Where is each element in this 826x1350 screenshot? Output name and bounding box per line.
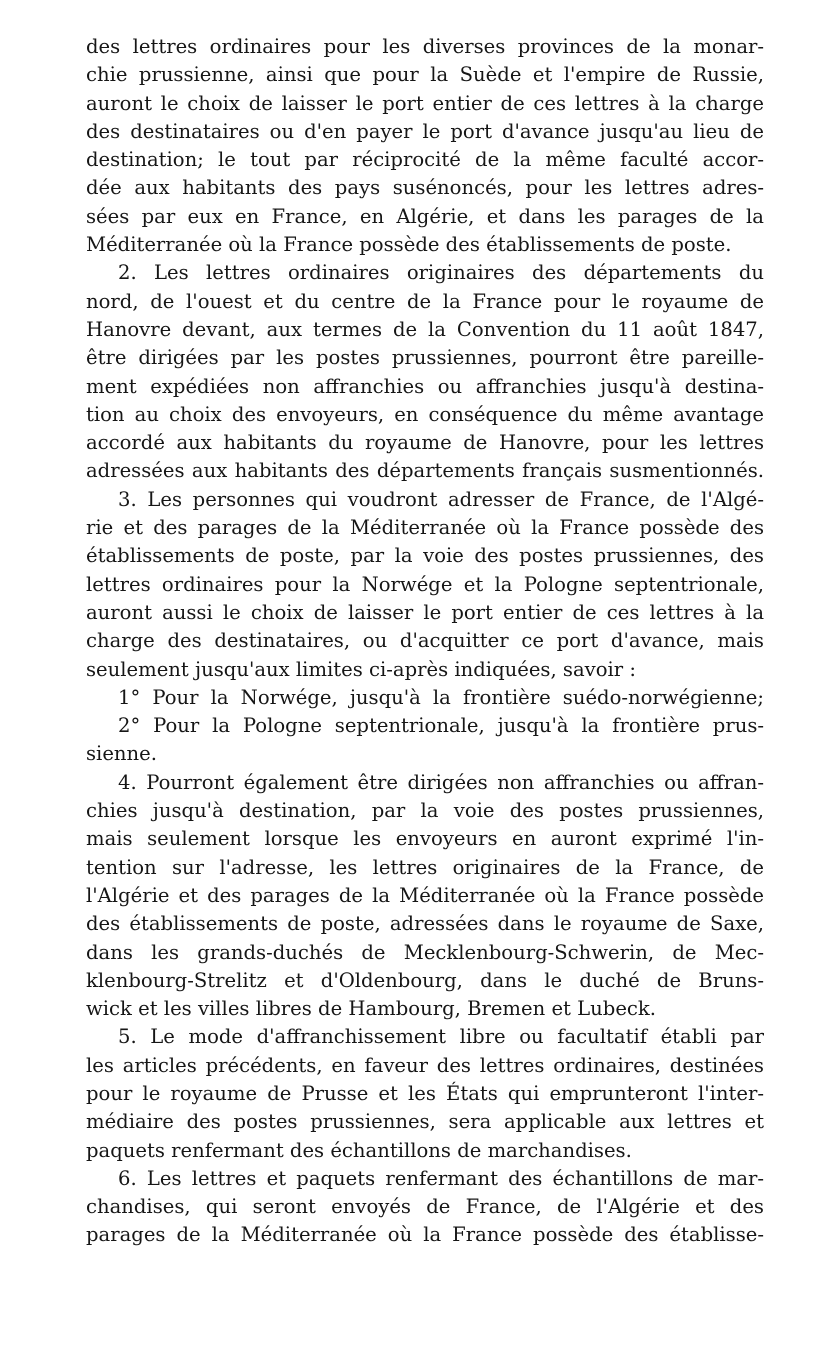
text-line: des lettres ordinaires pour les diverses provinces de la monar- [86, 35, 764, 58]
text-line: dée aux habitants des pays susénoncés, pour les lettres adres- [86, 176, 764, 200]
text-line: 3. Les personnes qui voudront adresser de France, de l'Algé- [118, 487, 764, 511]
text-line: 5. Le mode d'affranchissement libre ou facultatif établi par [118, 1025, 764, 1049]
text-line: adressées aux habitants des départements français susmentionnés. [86, 459, 764, 483]
text-line: chies jusqu'à destination, par la voie des postes prussiennes, [86, 799, 764, 823]
text-line: 4. Pourront également être dirigées non affranchies ou affran- [118, 770, 764, 794]
text-line: tion au choix des envoyeurs, en conséquence du même avantage [86, 402, 764, 426]
text-line: établissements de poste, par la voie des postes prussiennes, des [86, 544, 764, 568]
text-line: chandises, qui seront envoyés de France, de l'Algérie et des [86, 1195, 764, 1219]
text-line: l'Algérie et des parages de la Méditerranée où la France possède [86, 883, 764, 907]
text-line: être dirigées par les postes prussiennes, pourront être pareille- [86, 346, 764, 370]
text-line: mais seulement lorsque les envoyeurs en auront exprimé l'in- [86, 827, 764, 851]
text-line: lettres ordinaires pour la Norwége et la Pologne septentrionale, [86, 572, 764, 596]
text-line: sienne. [86, 742, 157, 766]
text-line: destination; le tout par réciprocité de la même faculté accor- [86, 148, 764, 172]
text-line: les articles précédents, en faveur des lettres ordinaires, destinées [86, 1053, 764, 1077]
text-line: sées par eux en France, en Algérie, et dans les parages de la [86, 204, 764, 228]
text-line: Hanovre devant, aux termes de la Convention du 11 août 1847, [86, 317, 764, 341]
text-line: 2° Pour la Pologne septentrionale, jusqu'à la frontière prus- [118, 714, 764, 738]
text-line: tention sur l'adresse, les lettres originaires de la France, de [86, 855, 764, 879]
text-line: des établissements de poste, adressées dans le royaume de Saxe, [86, 912, 764, 936]
text-line: auront le choix de laisser le port entier de ces lettres à la charge [86, 91, 764, 115]
text-line: wick et les villes libres de Hambourg, Bremen et Lubeck. [86, 997, 656, 1021]
text-line: klenbourg-Strelitz et d'Oldenbourg, dans le duché de Bruns- [86, 968, 764, 992]
text-line: charge des destinataires, ou d'acquitter ce port d'avance, mais [86, 629, 764, 653]
text-line: auront aussi le choix de laisser le port entier de ces lettres à la [86, 600, 764, 624]
body-text [86, 33, 764, 1250]
text-line: pour le royaume de Prusse et les États qui emprunteront l'inter- [86, 1081, 764, 1105]
text-line: ment expédiées non affranchies ou affranchies jusqu'à destina- [86, 374, 764, 398]
text-line: rie et des parages de la Méditerranée où la France possède des [86, 516, 764, 540]
text-line: nord, de l'ouest et du centre de la France pour le royaume de [86, 289, 764, 313]
text-line: seulement jusqu'aux limites ci-après indiquées, savoir : [86, 657, 636, 681]
text-line: parages de la Méditerranée où la France possède des établisse- [86, 1223, 764, 1247]
text-line: 1° Pour la Norwége, jusqu'à la frontière suédo-norwégienne; [118, 685, 764, 709]
text-line: paquets renfermant des échantillons de marchandises. [86, 1138, 632, 1162]
text-line: accordé aux habitants du royaume de Hanovre, pour les lettres [86, 431, 764, 455]
text-line: médiaire des postes prussiennes, sera applicable aux lettres et [86, 1110, 764, 1134]
text-line: des destinataires ou d'en payer le port d'avance jusqu'au lieu de [86, 119, 764, 143]
text-line: dans les grands-duchés de Mecklenbourg-Schwerin, de Mec- [86, 940, 764, 964]
text-line: 2. Les lettres ordinaires originaires des départements du [118, 261, 764, 285]
text-line: 6. Les lettres et paquets renfermant des échantillons de mar- [118, 1166, 764, 1190]
text-line: chie prussienne, ainsi que pour la Suède et l'empire de Russie, [86, 63, 764, 87]
text-line: Méditerranée où la France possède des établissements de poste. [86, 233, 732, 257]
